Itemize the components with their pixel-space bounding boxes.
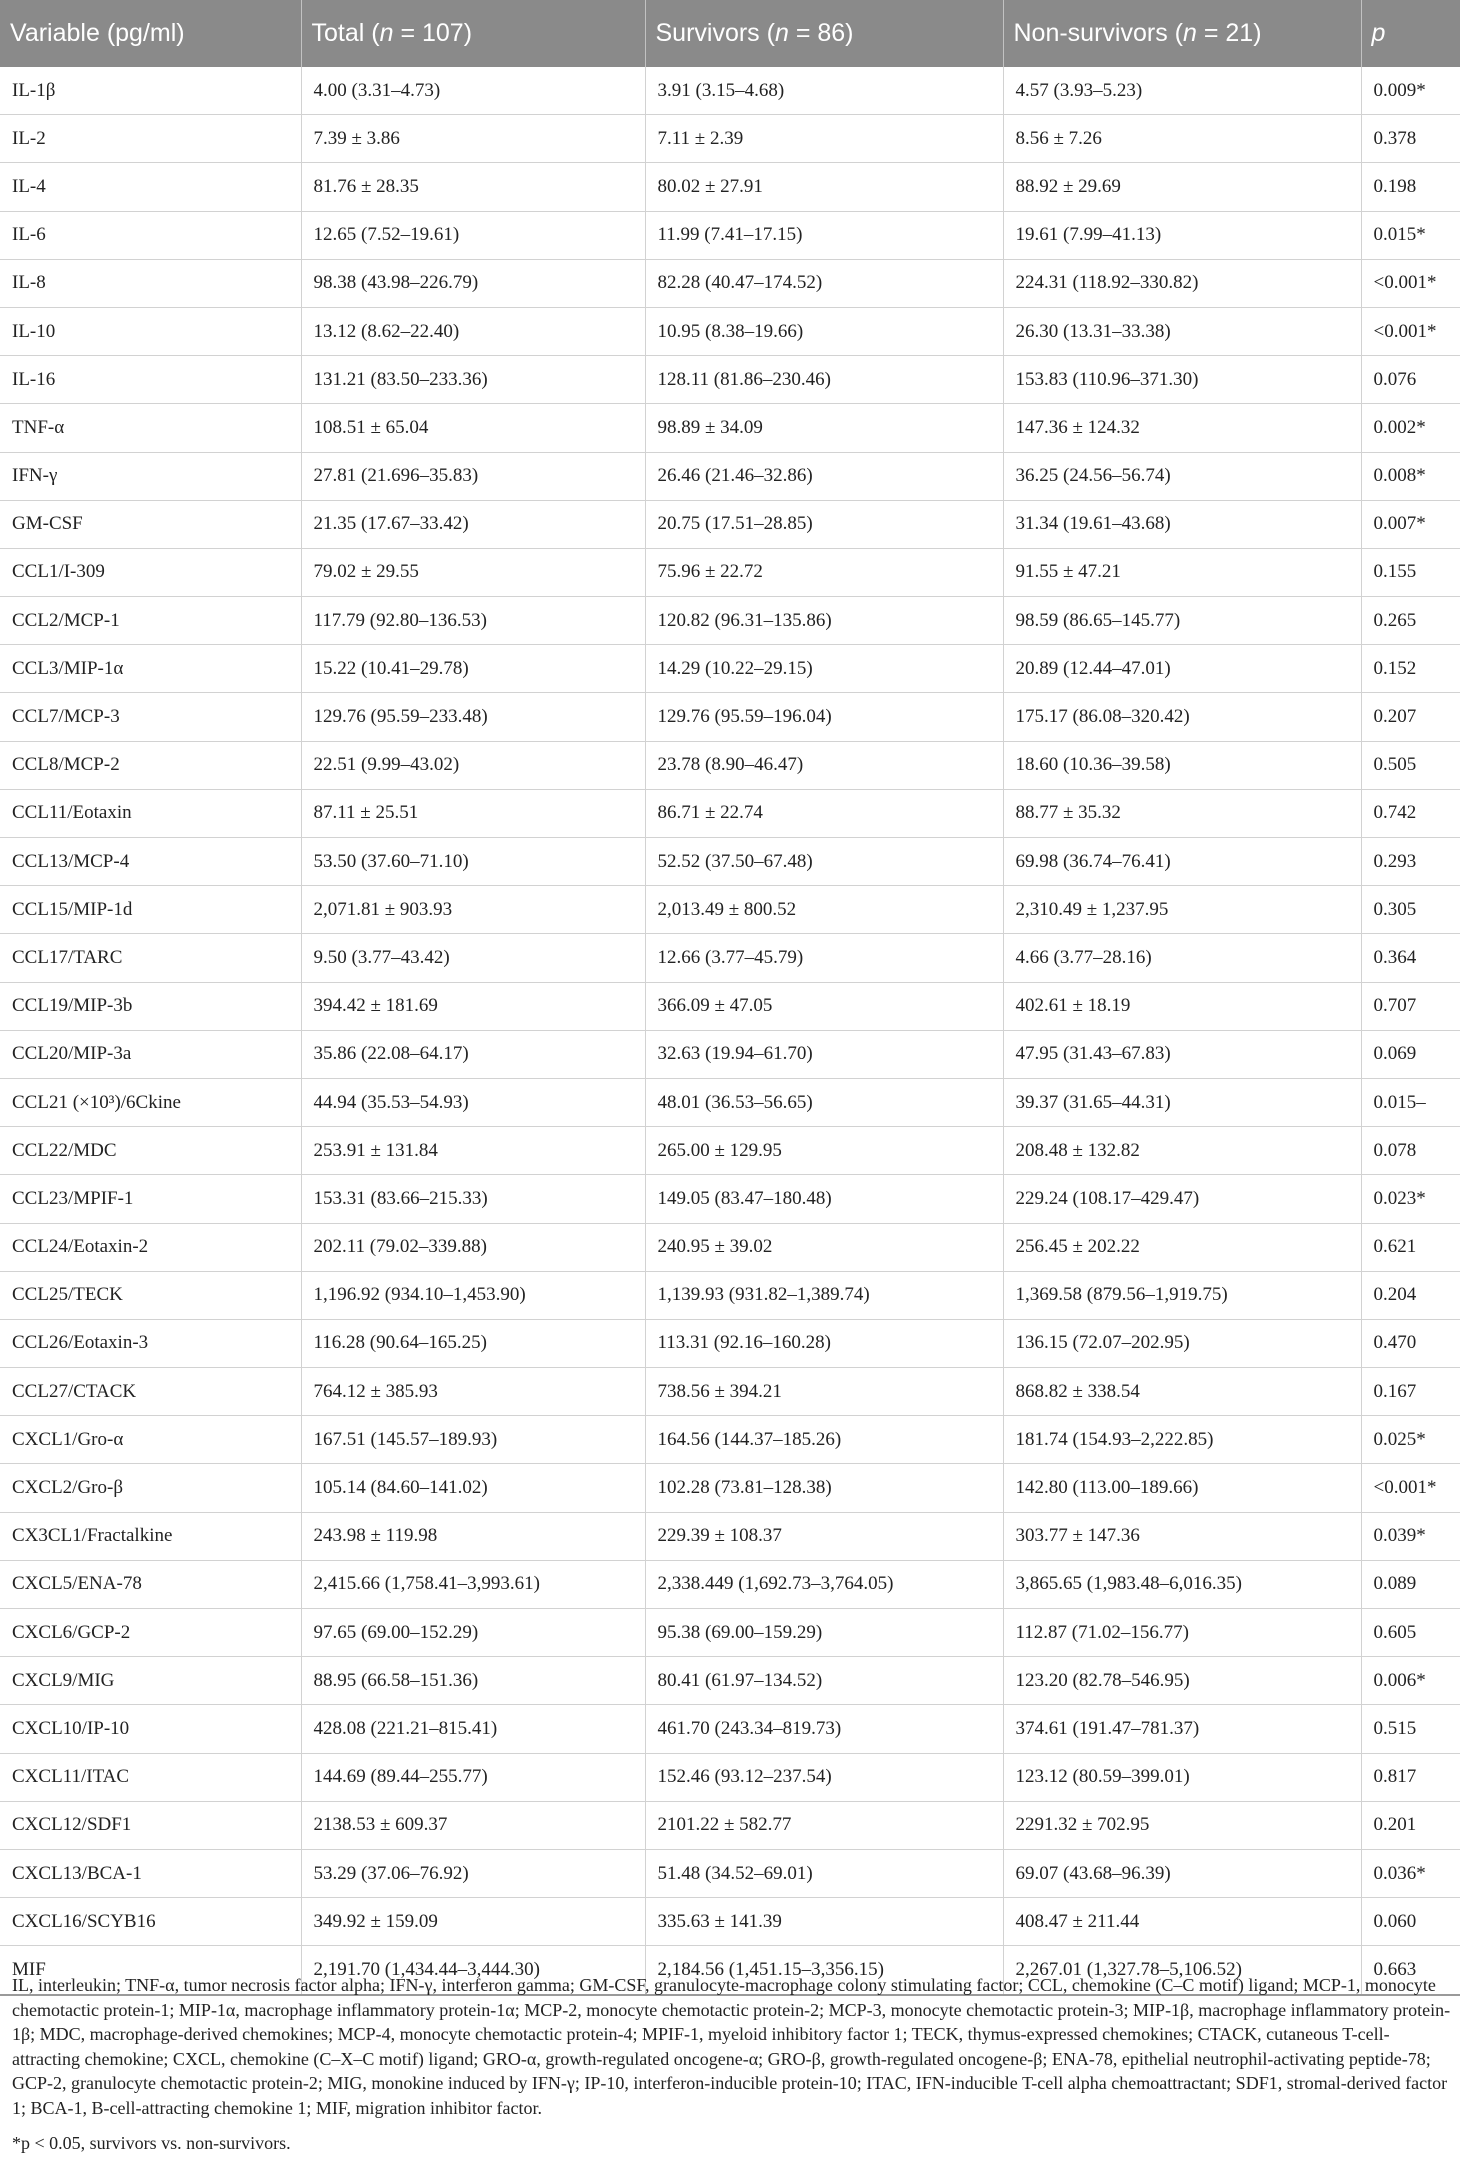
value-cell: 181.74 (154.93–2,222.85) (1003, 1416, 1361, 1464)
value-cell: 2,191.70 (1,434.44–3,444.30) (301, 1946, 645, 1995)
value-cell: 53.50 (37.60–71.10) (301, 838, 645, 886)
value-cell: 265.00 ± 129.95 (645, 1127, 1003, 1175)
table-row (0, 886, 1460, 934)
value-cell: 88.92 ± 29.69 (1003, 163, 1361, 211)
variable-cell: CXCL1/Gro-α (0, 1416, 301, 1464)
table-row (0, 115, 1460, 163)
p-value-cell: 0.076 (1361, 356, 1460, 404)
value-cell: 2,184.56 (1,451.15–3,356.15) (645, 1946, 1003, 1995)
table-row (0, 1030, 1460, 1078)
table-row (0, 1127, 1460, 1175)
p-value-cell: 0.817 (1361, 1753, 1460, 1801)
variable-cell: CXCL9/MIG (0, 1657, 301, 1705)
value-cell: 1,139.93 (931.82–1,389.74) (645, 1271, 1003, 1319)
value-cell: 2,338.449 (1,692.73–3,764.05) (645, 1560, 1003, 1608)
table-row (0, 211, 1460, 259)
table-row (0, 1175, 1460, 1223)
header-row (0, 0, 1460, 67)
table-row (0, 404, 1460, 452)
table-header (0, 0, 1460, 67)
variable-cell: CCL2/MCP-1 (0, 597, 301, 645)
table-row (0, 789, 1460, 837)
value-cell: 131.21 (83.50–233.36) (301, 356, 645, 404)
value-cell: 243.98 ± 119.98 (301, 1512, 645, 1560)
p-value-cell: 0.470 (1361, 1319, 1460, 1367)
variable-cell: CCL7/MCP-3 (0, 693, 301, 741)
value-cell: 2138.53 ± 609.37 (301, 1801, 645, 1849)
value-cell: 3,865.65 (1,983.48–6,016.35) (1003, 1560, 1361, 1608)
value-cell: 69.98 (36.74–76.41) (1003, 838, 1361, 886)
value-cell: 79.02 ± 29.55 (301, 548, 645, 596)
variable-cell: CCL24/Eotaxin-2 (0, 1223, 301, 1271)
variable-cell: CXCL12/SDF1 (0, 1801, 301, 1849)
value-cell: 4.57 (3.93–5.23) (1003, 67, 1361, 115)
abbreviation-note: IL, interleukin; TNF-α, tumor necrosis factor alpha; IFN-γ, interferon gamma; GM-CSF, granulocyte-macrophage colony stimulating factor; CCL, chemokine (C–C motif) ligand; MCP-1, monocyte chemotactic protein-1; MIP-1α, macrophage inflammatory protein-1α; MCP-2, monocyte chemotactic protein-2; MCP-3, monocyte chemotactic protein-3; MIP-1β, macrophage inflammatory protein-1β; MDC, macrophage-derived chemokines; MCP-4, monocyte chemotactic protein-4; MPIF-1, myeloid inhibitory factor 1; TECK, thymus-expressed chemokines; CTACK, cutaneous T-cell-attracting chemokine; CXCL, chemokine (C–X–C motif) ligand; GRO-α, growth-regulated oncogene-α; GRO-β, growth-regulated oncogene-β; ENA-78, epithelial neutrophil-activating peptide-78; GCP-2, granulocyte chemotactic protein-2; MIG, monokine induced by IFN-γ; IP-10, interferon-inducible protein-10; ITAC, IFN-inducible T-cell alpha chemoattractant; SDF1, stromal-derived factor 1; BCA-1, B-cell-attracting chemokine 1; MIF, migration inhibitor factor. (12, 1975, 1451, 2118)
value-cell: 120.82 (96.31–135.86) (645, 597, 1003, 645)
table-row (0, 1898, 1460, 1946)
table-row (0, 356, 1460, 404)
value-cell: 116.28 (90.64–165.25) (301, 1319, 645, 1367)
value-cell: 12.66 (3.77–45.79) (645, 934, 1003, 982)
table-body (0, 67, 1460, 1995)
table-row (0, 1416, 1460, 1464)
value-cell: 117.79 (92.80–136.53) (301, 597, 645, 645)
value-cell: 4.66 (3.77–28.16) (1003, 934, 1361, 982)
variable-cell: CCL8/MCP-2 (0, 741, 301, 789)
value-cell: 86.71 ± 22.74 (645, 789, 1003, 837)
variable-cell: CCL15/MIP-1d (0, 886, 301, 934)
value-cell: 81.76 ± 28.35 (301, 163, 645, 211)
value-cell: 738.56 ± 394.21 (645, 1368, 1003, 1416)
value-cell: 13.12 (8.62–22.40) (301, 307, 645, 355)
p-value-cell: 0.515 (1361, 1705, 1460, 1753)
p-value-cell: 0.305 (1361, 886, 1460, 934)
column-header: Survivors (n = 86) (645, 0, 1003, 67)
value-cell: 20.89 (12.44–47.01) (1003, 645, 1361, 693)
variable-cell: CXCL5/ENA-78 (0, 1560, 301, 1608)
value-cell: 394.42 ± 181.69 (301, 982, 645, 1030)
value-cell: 26.30 (13.31–33.38) (1003, 307, 1361, 355)
value-cell: 20.75 (17.51–28.85) (645, 500, 1003, 548)
variable-cell: GM-CSF (0, 500, 301, 548)
variable-cell: IL-1β (0, 67, 301, 115)
value-cell: 35.86 (22.08–64.17) (301, 1030, 645, 1078)
value-cell: 366.09 ± 47.05 (645, 982, 1003, 1030)
table-row (0, 934, 1460, 982)
value-cell: 69.07 (43.68–96.39) (1003, 1849, 1361, 1897)
variable-cell: IFN-γ (0, 452, 301, 500)
value-cell: 1,196.92 (934.10–1,453.90) (301, 1271, 645, 1319)
value-cell: 47.95 (31.43–67.83) (1003, 1030, 1361, 1078)
table-row (0, 1368, 1460, 1416)
p-value-cell: 0.605 (1361, 1609, 1460, 1657)
value-cell: 88.95 (66.58–151.36) (301, 1657, 645, 1705)
column-header: p (1361, 0, 1460, 67)
value-cell: 374.61 (191.47–781.37) (1003, 1705, 1361, 1753)
value-cell: 102.28 (73.81–128.38) (645, 1464, 1003, 1512)
table-row (0, 163, 1460, 211)
value-cell: 164.56 (144.37–185.26) (645, 1416, 1003, 1464)
table-row (0, 1464, 1460, 1512)
p-value-cell: 0.198 (1361, 163, 1460, 211)
value-cell: 2,071.81 ± 903.93 (301, 886, 645, 934)
value-cell: 82.28 (40.47–174.52) (645, 259, 1003, 307)
p-value-cell: 0.009* (1361, 67, 1460, 115)
p-value-cell: 0.707 (1361, 982, 1460, 1030)
value-cell: 303.77 ± 147.36 (1003, 1512, 1361, 1560)
value-cell: 10.95 (8.38–19.66) (645, 307, 1003, 355)
value-cell: 147.36 ± 124.32 (1003, 404, 1361, 452)
variable-cell: CXCL10/IP-10 (0, 1705, 301, 1753)
value-cell: 52.52 (37.50–67.48) (645, 838, 1003, 886)
value-cell: 153.83 (110.96–371.30) (1003, 356, 1361, 404)
value-cell: 1,369.58 (879.56–1,919.75) (1003, 1271, 1361, 1319)
value-cell: 2101.22 ± 582.77 (645, 1801, 1003, 1849)
p-value-cell: 0.023* (1361, 1175, 1460, 1223)
variable-cell: CXCL13/BCA-1 (0, 1849, 301, 1897)
table-row (0, 1271, 1460, 1319)
variable-cell: CCL13/MCP-4 (0, 838, 301, 886)
value-cell: 2,310.49 ± 1,237.95 (1003, 886, 1361, 934)
value-cell: 3.91 (3.15–4.68) (645, 67, 1003, 115)
value-cell: 23.78 (8.90–46.47) (645, 741, 1003, 789)
variable-cell: IL-16 (0, 356, 301, 404)
value-cell: 26.46 (21.46–32.86) (645, 452, 1003, 500)
table-row (0, 1560, 1460, 1608)
table-footnotes (12, 1973, 1452, 2156)
value-cell: 349.92 ± 159.09 (301, 1898, 645, 1946)
value-cell: 51.48 (34.52–69.01) (645, 1849, 1003, 1897)
value-cell: 167.51 (145.57–189.93) (301, 1416, 645, 1464)
p-value-cell: <0.001* (1361, 259, 1460, 307)
value-cell: 8.56 ± 7.26 (1003, 115, 1361, 163)
value-cell: 202.11 (79.02–339.88) (301, 1223, 645, 1271)
value-cell: 428.08 (221.21–815.41) (301, 1705, 645, 1753)
p-value-cell: 0.204 (1361, 1271, 1460, 1319)
table-row (0, 838, 1460, 886)
value-cell: 129.76 (95.59–233.48) (301, 693, 645, 741)
variable-cell: CCL17/TARC (0, 934, 301, 982)
table-row (0, 500, 1460, 548)
value-cell: 97.65 (69.00–152.29) (301, 1609, 645, 1657)
value-cell: 98.89 ± 34.09 (645, 404, 1003, 452)
table-row (0, 67, 1460, 115)
value-cell: 21.35 (17.67–33.42) (301, 500, 645, 548)
value-cell: 149.05 (83.47–180.48) (645, 1175, 1003, 1223)
value-cell: 91.55 ± 47.21 (1003, 548, 1361, 596)
p-value-cell: 0.293 (1361, 838, 1460, 886)
value-cell: 15.22 (10.41–29.78) (301, 645, 645, 693)
p-value-cell: 0.152 (1361, 645, 1460, 693)
variable-cell: CCL26/Eotaxin-3 (0, 1319, 301, 1367)
p-value-cell: 0.039* (1361, 1512, 1460, 1560)
value-cell: 48.01 (36.53–56.65) (645, 1078, 1003, 1126)
variable-cell: CXCL11/ITAC (0, 1753, 301, 1801)
variable-cell: CCL23/MPIF-1 (0, 1175, 301, 1223)
p-value-cell: 0.378 (1361, 115, 1460, 163)
value-cell: 87.11 ± 25.51 (301, 789, 645, 837)
variable-cell: CCL19/MIP-3b (0, 982, 301, 1030)
p-value-cell: 0.089 (1361, 1560, 1460, 1608)
value-cell: 112.87 (71.02–156.77) (1003, 1609, 1361, 1657)
table-row (0, 1078, 1460, 1126)
value-cell: 461.70 (243.34–819.73) (645, 1705, 1003, 1753)
p-value-cell: <0.001* (1361, 307, 1460, 355)
value-cell: 18.60 (10.36–39.58) (1003, 741, 1361, 789)
variable-cell: CX3CL1/Fractalkine (0, 1512, 301, 1560)
column-header: Non-survivors (n = 21) (1003, 0, 1361, 67)
table-row (0, 1657, 1460, 1705)
variable-cell: CCL22/MDC (0, 1127, 301, 1175)
variable-cell: CCL11/Eotaxin (0, 789, 301, 837)
variable-cell: IL-8 (0, 259, 301, 307)
p-value-cell: 0.002* (1361, 404, 1460, 452)
value-cell: 19.61 (7.99–41.13) (1003, 211, 1361, 259)
value-cell: 88.77 ± 35.32 (1003, 789, 1361, 837)
value-cell: 75.96 ± 22.72 (645, 548, 1003, 596)
p-value-cell: 0.207 (1361, 693, 1460, 741)
variable-cell: CXCL16/SCYB16 (0, 1898, 301, 1946)
p-value-cell: 0.621 (1361, 1223, 1460, 1271)
value-cell: 129.76 (95.59–196.04) (645, 693, 1003, 741)
variable-cell: IL-6 (0, 211, 301, 259)
p-value-cell: <0.001* (1361, 1464, 1460, 1512)
p-value-cell: 0.015– (1361, 1078, 1460, 1126)
value-cell: 80.41 (61.97–134.52) (645, 1657, 1003, 1705)
value-cell: 123.12 (80.59–399.01) (1003, 1753, 1361, 1801)
value-cell: 36.25 (24.56–56.74) (1003, 452, 1361, 500)
value-cell: 2,415.66 (1,758.41–3,993.61) (301, 1560, 645, 1608)
p-value-cell: 0.201 (1361, 1801, 1460, 1849)
value-cell: 136.15 (72.07–202.95) (1003, 1319, 1361, 1367)
value-cell: 7.39 ± 3.86 (301, 115, 645, 163)
value-cell: 98.59 (86.65–145.77) (1003, 597, 1361, 645)
value-cell: 4.00 (3.31–4.73) (301, 67, 645, 115)
value-cell: 98.38 (43.98–226.79) (301, 259, 645, 307)
value-cell: 95.38 (69.00–159.29) (645, 1609, 1003, 1657)
p-value-cell: 0.015* (1361, 211, 1460, 259)
value-cell: 764.12 ± 385.93 (301, 1368, 645, 1416)
value-cell: 14.29 (10.22–29.15) (645, 645, 1003, 693)
table-row (0, 1512, 1460, 1560)
value-cell: 152.46 (93.12–237.54) (645, 1753, 1003, 1801)
variable-cell: MIF (0, 1946, 301, 1995)
value-cell: 2,013.49 ± 800.52 (645, 886, 1003, 934)
value-cell: 175.17 (86.08–320.42) (1003, 693, 1361, 741)
p-value-cell: 0.025* (1361, 1416, 1460, 1464)
table-row (0, 1223, 1460, 1271)
value-cell: 123.20 (82.78–546.95) (1003, 1657, 1361, 1705)
table-row (0, 307, 1460, 355)
table-row (0, 597, 1460, 645)
value-cell: 256.45 ± 202.22 (1003, 1223, 1361, 1271)
column-header: Total (n = 107) (301, 0, 645, 67)
p-value-cell: 0.008* (1361, 452, 1460, 500)
value-cell: 2,267.01 (1,327.78–5,106.52) (1003, 1946, 1361, 1995)
value-cell: 7.11 ± 2.39 (645, 115, 1003, 163)
value-cell: 27.81 (21.696–35.83) (301, 452, 645, 500)
value-cell: 9.50 (3.77–43.42) (301, 934, 645, 982)
value-cell: 229.24 (108.17–429.47) (1003, 1175, 1361, 1223)
p-value-cell: 0.505 (1361, 741, 1460, 789)
value-cell: 402.61 ± 18.19 (1003, 982, 1361, 1030)
value-cell: 105.14 (84.60–141.02) (301, 1464, 645, 1512)
table-row (0, 1801, 1460, 1849)
p-value-cell: 0.060 (1361, 1898, 1460, 1946)
table-row (0, 1753, 1460, 1801)
table-row (0, 645, 1460, 693)
value-cell: 408.47 ± 211.44 (1003, 1898, 1361, 1946)
value-cell: 12.65 (7.52–19.61) (301, 211, 645, 259)
table-row (0, 1319, 1460, 1367)
variable-cell: IL-10 (0, 307, 301, 355)
value-cell: 229.39 ± 108.37 (645, 1512, 1003, 1560)
p-value-cell: 0.167 (1361, 1368, 1460, 1416)
table-row (0, 452, 1460, 500)
column-header: Variable (pg/ml) (0, 0, 301, 67)
table-row (0, 1705, 1460, 1753)
value-cell: 335.63 ± 141.39 (645, 1898, 1003, 1946)
value-cell: 39.37 (31.65–44.31) (1003, 1078, 1361, 1126)
value-cell: 128.11 (81.86–230.46) (645, 356, 1003, 404)
table-row (0, 693, 1460, 741)
variable-cell: IL-4 (0, 163, 301, 211)
variable-cell: CCL25/TECK (0, 1271, 301, 1319)
p-value-cell: 0.078 (1361, 1127, 1460, 1175)
value-cell: 80.02 ± 27.91 (645, 163, 1003, 211)
variable-cell: CCL27/CTACK (0, 1368, 301, 1416)
table-row (0, 1849, 1460, 1897)
table-row (0, 982, 1460, 1030)
variable-cell: CCL3/MIP-1α (0, 645, 301, 693)
significance-note: *p < 0.05, survivors vs. non-survivors. (12, 2133, 291, 2153)
variable-cell: CCL1/I-309 (0, 548, 301, 596)
value-cell: 144.69 (89.44–255.77) (301, 1753, 645, 1801)
value-cell: 208.48 ± 132.82 (1003, 1127, 1361, 1175)
value-cell: 53.29 (37.06–76.92) (301, 1849, 645, 1897)
variable-cell: IL-2 (0, 115, 301, 163)
p-value-cell: 0.007* (1361, 500, 1460, 548)
value-cell: 31.34 (19.61–43.68) (1003, 500, 1361, 548)
value-cell: 153.31 (83.66–215.33) (301, 1175, 645, 1223)
value-cell: 224.31 (118.92–330.82) (1003, 259, 1361, 307)
value-cell: 44.94 (35.53–54.93) (301, 1078, 645, 1126)
p-value-cell: 0.155 (1361, 548, 1460, 596)
p-value-cell: 0.036* (1361, 1849, 1460, 1897)
p-value-cell: 0.069 (1361, 1030, 1460, 1078)
p-value-cell: 0.742 (1361, 789, 1460, 837)
value-cell: 868.82 ± 338.54 (1003, 1368, 1361, 1416)
p-value-cell: 0.663 (1361, 1946, 1460, 1995)
variable-cell: CXCL2/Gro-β (0, 1464, 301, 1512)
value-cell: 22.51 (9.99–43.02) (301, 741, 645, 789)
variable-cell: CCL21 (×10³)/6Ckine (0, 1078, 301, 1126)
value-cell: 32.63 (19.94–61.70) (645, 1030, 1003, 1078)
p-value-cell: 0.265 (1361, 597, 1460, 645)
value-cell: 142.80 (113.00–189.66) (1003, 1464, 1361, 1512)
table-row (0, 741, 1460, 789)
value-cell: 240.95 ± 39.02 (645, 1223, 1003, 1271)
value-cell: 2291.32 ± 702.95 (1003, 1801, 1361, 1849)
table-row (0, 259, 1460, 307)
value-cell: 11.99 (7.41–17.15) (645, 211, 1003, 259)
variable-cell: TNF-α (0, 404, 301, 452)
table-row (0, 548, 1460, 596)
value-cell: 113.31 (92.16–160.28) (645, 1319, 1003, 1367)
p-value-cell: 0.006* (1361, 1657, 1460, 1705)
value-cell: 108.51 ± 65.04 (301, 404, 645, 452)
table-row (0, 1609, 1460, 1657)
p-value-cell: 0.364 (1361, 934, 1460, 982)
value-cell: 253.91 ± 131.84 (301, 1127, 645, 1175)
variable-cell: CXCL6/GCP-2 (0, 1609, 301, 1657)
variable-cell: CCL20/MIP-3a (0, 1030, 301, 1078)
